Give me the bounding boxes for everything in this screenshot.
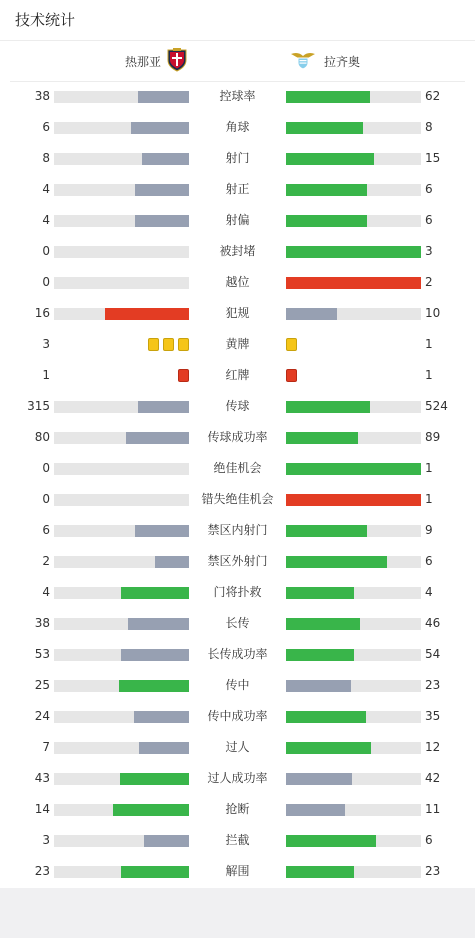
home-stat-bar: [54, 711, 189, 723]
away-stat-bar-fill: [286, 153, 374, 165]
home-stat-value: 38: [34, 89, 50, 103]
away-stat-value: 23: [425, 678, 441, 692]
stat-label: 禁区内射门: [207, 523, 268, 537]
away-stat-value: 42: [425, 771, 441, 785]
home-stat-bar-fill: [138, 401, 189, 413]
stat-row: [0, 732, 475, 763]
stat-label: 门将扑救: [213, 585, 262, 599]
away-stat-value: 6: [425, 554, 433, 568]
away-stat-bar-fill: [286, 804, 345, 816]
stat-row: [0, 515, 475, 546]
teams-header: [0, 41, 475, 81]
stat-row: [0, 267, 475, 298]
away-stat-bar-fill: [286, 308, 337, 320]
stat-label: 射门: [225, 151, 250, 165]
stat-label: 射正: [225, 182, 250, 196]
stat-row: [0, 484, 475, 515]
away-cards: [286, 338, 297, 352]
stat-row: [0, 856, 475, 887]
away-stat-bar-fill: [286, 277, 421, 289]
away-stat-value: 35: [425, 709, 441, 723]
stat-label: 过人成功率: [207, 771, 268, 785]
home-stat-value: 0: [42, 275, 50, 289]
yellow-card-icon: [148, 338, 159, 351]
away-stat-bar: [286, 215, 421, 227]
stat-row: [0, 143, 475, 174]
home-stat-value: 4: [42, 585, 50, 599]
away-stat-value: 4: [425, 585, 433, 599]
home-stat-value: 3: [42, 833, 50, 847]
home-stat-bar: [54, 246, 189, 258]
stat-label: 传中: [225, 678, 250, 692]
away-stat-bar-fill: [286, 649, 354, 661]
away-cards: [286, 369, 297, 383]
home-stat-bar: [54, 215, 189, 227]
home-stat-value: 0: [42, 244, 50, 258]
away-stat-bar-fill: [286, 866, 354, 878]
away-stat-value: 9: [425, 523, 433, 537]
away-stat-bar: [286, 835, 421, 847]
home-stat-bar: [54, 649, 189, 661]
home-stat-value: 0: [42, 492, 50, 506]
away-stat-value: 3: [425, 244, 433, 258]
away-stat-bar: [286, 649, 421, 661]
home-stat-bar-fill: [121, 587, 189, 599]
stat-row: [0, 763, 475, 794]
stat-label: 射偏: [225, 213, 250, 227]
home-stat-bar-fill: [135, 215, 189, 227]
home-stat-bar: [54, 773, 189, 785]
stat-label: 被封堵: [219, 244, 256, 258]
home-stat-bar-fill: [119, 680, 189, 692]
stat-label: 角球: [225, 120, 250, 134]
away-stat-bar: [286, 401, 421, 413]
stat-row: [0, 298, 475, 329]
away-stat-bar-fill: [286, 432, 358, 444]
home-team-name: 热那亚: [124, 54, 161, 69]
stat-label: 犯规: [225, 306, 250, 320]
away-stat-bar: [286, 432, 421, 444]
home-stat-bar-fill: [121, 866, 189, 878]
away-stat-value: 1: [425, 492, 433, 506]
away-stat-bar-fill: [286, 246, 421, 258]
away-stat-bar-fill: [286, 587, 354, 599]
away-stat-bar: [286, 711, 421, 723]
away-stat-bar: [286, 277, 421, 289]
stat-row: [0, 391, 475, 422]
away-stat-value: 1: [425, 337, 433, 351]
stat-label: 长传: [225, 616, 250, 630]
home-stat-bar: [54, 401, 189, 413]
stat-row: [0, 236, 475, 267]
away-stat-bar: [286, 308, 421, 320]
away-stat-bar-fill: [286, 618, 360, 630]
home-stat-bar: [54, 277, 189, 289]
stat-row: [0, 360, 475, 391]
home-stat-value: 2: [42, 554, 50, 568]
home-cards: [178, 369, 189, 383]
away-stat-value: 1: [425, 461, 433, 475]
home-stat-value: 53: [34, 647, 50, 661]
home-stat-value: 6: [42, 120, 50, 134]
home-stat-value: 315: [27, 399, 50, 413]
home-stat-bar-fill: [121, 649, 189, 661]
home-stat-value: 0: [42, 461, 50, 475]
stat-label: 拦截: [225, 833, 250, 847]
stat-row: [0, 453, 475, 484]
home-stat-value: 25: [34, 678, 50, 692]
red-card-icon: [286, 369, 297, 382]
away-stat-value: 89: [425, 430, 441, 444]
stat-label: 黄牌: [225, 337, 250, 351]
home-stat-bar-fill: [138, 91, 189, 103]
home-stat-bar-fill: [120, 773, 189, 785]
stat-label: 长传成功率: [207, 647, 268, 661]
home-stat-bar-fill: [113, 804, 189, 816]
home-stat-bar: [54, 742, 189, 754]
genoa-crest-icon: [167, 48, 187, 75]
away-stat-value: 6: [425, 182, 433, 196]
home-stat-bar-fill: [135, 184, 189, 196]
away-stat-bar: [286, 494, 421, 506]
away-stat-value: 11: [425, 802, 441, 816]
away-stat-value: 54: [425, 647, 441, 661]
away-stat-bar: [286, 804, 421, 816]
away-stat-bar-fill: [286, 773, 352, 785]
stat-row: [0, 670, 475, 701]
home-stat-value: 43: [34, 771, 50, 785]
away-stat-bar: [286, 463, 421, 475]
home-stat-value: 23: [34, 864, 50, 878]
away-stat-bar: [286, 153, 421, 165]
away-stat-bar: [286, 184, 421, 196]
away-stat-value: 6: [425, 213, 433, 227]
home-stat-bar: [54, 463, 189, 475]
home-stat-bar: [54, 494, 189, 506]
stat-label: 传中成功率: [207, 709, 268, 723]
stat-row: [0, 205, 475, 236]
away-stat-value: 12: [425, 740, 441, 754]
stat-row: [0, 577, 475, 608]
home-stat-value: 1: [42, 368, 50, 382]
away-stat-bar-fill: [286, 463, 421, 475]
home-stat-bar: [54, 556, 189, 568]
home-team[interactable]: [125, 41, 187, 81]
away-team[interactable]: [290, 41, 360, 81]
stat-row: [0, 639, 475, 670]
home-stat-bar: [54, 308, 189, 320]
section-title: 技术统计: [15, 11, 76, 29]
away-stat-bar-fill: [286, 184, 367, 196]
home-stat-bar-fill: [155, 556, 189, 568]
away-stat-bar-fill: [286, 215, 367, 227]
away-stat-value: 524: [425, 399, 448, 413]
away-stat-bar: [286, 618, 421, 630]
stat-label: 传球成功率: [207, 430, 268, 444]
home-stat-bar-fill: [139, 742, 189, 754]
away-stat-bar: [286, 91, 421, 103]
away-stat-value: 10: [425, 306, 441, 320]
lazio-eagle-icon: [290, 50, 316, 73]
stat-row: [0, 825, 475, 856]
away-stat-bar-fill: [286, 711, 366, 723]
home-stat-bar-fill: [105, 308, 189, 320]
away-stat-value: 62: [425, 89, 441, 103]
away-stat-bar: [286, 525, 421, 537]
home-stat-bar: [54, 153, 189, 165]
away-stat-bar: [286, 680, 421, 692]
home-stat-bar: [54, 184, 189, 196]
home-stat-bar: [54, 618, 189, 630]
home-stat-bar: [54, 680, 189, 692]
home-stat-bar: [54, 866, 189, 878]
yellow-card-icon: [163, 338, 174, 351]
away-stat-bar-fill: [286, 525, 367, 537]
home-stat-value: 4: [42, 182, 50, 196]
away-stat-bar-fill: [286, 556, 387, 568]
away-stat-value: 15: [425, 151, 441, 165]
yellow-card-icon: [178, 338, 189, 351]
away-stat-bar: [286, 556, 421, 568]
home-stat-value: 7: [42, 740, 50, 754]
home-stat-value: 24: [34, 709, 50, 723]
stat-row: [0, 546, 475, 577]
away-stat-value: 8: [425, 120, 433, 134]
away-stat-bar-fill: [286, 835, 376, 847]
home-stat-value: 6: [42, 523, 50, 537]
home-stat-value: 8: [42, 151, 50, 165]
home-stat-bar: [54, 122, 189, 134]
home-stat-value: 4: [42, 213, 50, 227]
away-stat-bar-fill: [286, 122, 363, 134]
home-stat-value: 80: [34, 430, 50, 444]
away-stat-value: 1: [425, 368, 433, 382]
home-stat-value: 38: [34, 616, 50, 630]
home-stat-value: 3: [42, 337, 50, 351]
away-stat-bar-fill: [286, 494, 421, 506]
home-stat-bar: [54, 91, 189, 103]
home-stat-value: 14: [34, 802, 50, 816]
stat-row: [0, 112, 475, 143]
away-stat-bar-fill: [286, 91, 370, 103]
stat-row: [0, 701, 475, 732]
stat-row: [0, 81, 475, 112]
away-stat-bar-fill: [286, 401, 370, 413]
away-stat-value: 46: [425, 616, 441, 630]
stat-label: 解围: [225, 864, 250, 878]
home-stat-bar: [54, 525, 189, 537]
away-stat-bar: [286, 587, 421, 599]
home-stat-bar-fill: [131, 122, 189, 134]
away-team-name: 拉齐奥: [324, 54, 361, 69]
away-stat-bar: [286, 866, 421, 878]
stat-row: [0, 329, 475, 360]
home-stat-bar-fill: [134, 711, 189, 723]
red-card-icon: [178, 369, 189, 382]
stat-label: 错失绝佳机会: [201, 492, 274, 506]
away-stat-bar: [286, 122, 421, 134]
stat-label: 越位: [225, 275, 250, 289]
stat-row: [0, 422, 475, 453]
away-stat-value: 6: [425, 833, 433, 847]
home-stat-value: 16: [34, 306, 50, 320]
stat-row: [0, 794, 475, 825]
away-stat-bar: [286, 742, 421, 754]
away-stat-value: 2: [425, 275, 433, 289]
home-stat-bar-fill: [128, 618, 189, 630]
stat-row: [0, 608, 475, 639]
stat-label: 禁区外射门: [207, 554, 268, 568]
home-stat-bar-fill: [144, 835, 189, 847]
home-stat-bar: [54, 587, 189, 599]
stats-list: [0, 81, 475, 887]
stat-row: [0, 174, 475, 205]
home-stat-bar: [54, 804, 189, 816]
yellow-card-icon: [286, 338, 297, 351]
stat-label: 抢断: [225, 802, 250, 816]
stat-label: 红牌: [225, 368, 250, 382]
home-cards: [148, 338, 189, 352]
stat-label: 控球率: [219, 89, 256, 103]
stat-label: 传球: [225, 399, 250, 413]
stat-label: 过人: [225, 740, 250, 754]
stat-label: 绝佳机会: [213, 461, 262, 475]
home-stat-bar: [54, 432, 189, 444]
away-stat-bar: [286, 773, 421, 785]
away-stat-bar-fill: [286, 742, 371, 754]
home-stat-bar-fill: [135, 525, 189, 537]
home-stat-bar-fill: [142, 153, 189, 165]
home-stat-bar-fill: [126, 432, 189, 444]
home-stat-bar: [54, 835, 189, 847]
away-stat-value: 23: [425, 864, 441, 878]
away-stat-bar-fill: [286, 680, 351, 692]
away-stat-bar: [286, 246, 421, 258]
